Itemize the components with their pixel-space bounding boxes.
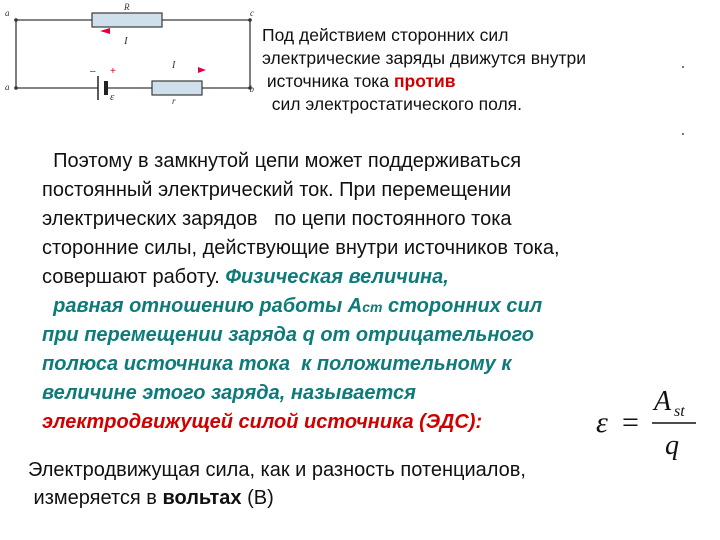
highlight-against: против bbox=[393, 71, 456, 91]
label-R: R bbox=[124, 2, 130, 12]
label-a-top: a bbox=[5, 8, 10, 18]
label-emf: ε bbox=[110, 91, 115, 103]
node-a-top bbox=[14, 18, 18, 22]
intro-text-block bbox=[262, 24, 682, 116]
paragraph-line-7: при перемещении заряда q от отрицательного bbox=[42, 324, 535, 346]
paragraph-line-6 bbox=[42, 292, 702, 321]
label-b: b bbox=[249, 84, 254, 94]
paragraph-line-5 bbox=[42, 263, 702, 292]
paragraph-line-5-plain: совершают работу. bbox=[42, 266, 226, 288]
node-a-bottom bbox=[14, 86, 18, 90]
paragraph-line-9: величине этого заряда, называется bbox=[42, 382, 416, 404]
intro-line-3 bbox=[262, 70, 682, 93]
work-subscript: ст bbox=[362, 299, 383, 315]
label-c: c bbox=[250, 8, 254, 18]
intro-line-4: сил электростатического поля. bbox=[262, 94, 523, 114]
intro-line-1: Под действием сторонних сил bbox=[262, 25, 509, 45]
decorative-dot bbox=[682, 133, 684, 135]
label-I-mid: I bbox=[124, 35, 128, 47]
intro-line-3-prefix: источника тока bbox=[262, 71, 394, 91]
resistor-r bbox=[152, 81, 202, 95]
units-line-2 bbox=[28, 484, 526, 512]
paragraph-line-6-text: равная отношению работы А bbox=[42, 295, 363, 317]
formula-numerator-subscript: st bbox=[674, 403, 685, 420]
label-a-bottom: a bbox=[5, 82, 10, 92]
paragraph-line-10: электродвижущей силой источника (ЭДС): bbox=[42, 411, 483, 433]
formula-denominator: q bbox=[665, 430, 679, 461]
definition-start: Физическая величина, bbox=[225, 266, 449, 288]
paragraph-line-1: Поэтому в замкнутой цепи может поддерживаться bbox=[42, 150, 522, 172]
units-volts: вольтах bbox=[162, 487, 242, 509]
formula-equals: = bbox=[622, 406, 639, 439]
emf-formula bbox=[590, 378, 700, 468]
paragraph-line-8: полюса источника тока к положительному к bbox=[42, 353, 512, 375]
units-line-2-suffix: (В) bbox=[241, 487, 274, 509]
label-I-lower: I bbox=[172, 60, 176, 71]
paragraph-line-4: сторонние силы, действующие внутри источников тока, bbox=[42, 237, 560, 259]
units-line-1: Электродвижущая сила, как и разность потенциалов, bbox=[28, 459, 526, 481]
label-minus: – bbox=[90, 66, 96, 77]
intro-line-2: электрические заряды движутся внутри bbox=[262, 48, 586, 68]
formula-numerator: A bbox=[654, 386, 672, 417]
units-text-block bbox=[28, 456, 526, 512]
formula-epsilon: ε bbox=[596, 406, 608, 439]
resistor-R bbox=[92, 13, 162, 27]
paragraph-line-3: электрических зарядов по цепи постоянного тока bbox=[42, 208, 512, 230]
label-r: r bbox=[172, 96, 176, 106]
paragraph-line-6-rest: сторонних сил bbox=[382, 295, 543, 317]
label-plus: + bbox=[110, 66, 116, 77]
units-line-2-prefix: измеряется в bbox=[28, 487, 163, 509]
decorative-dot bbox=[682, 66, 684, 68]
circuit-diagram bbox=[2, 0, 256, 130]
paragraph-line-2: постоянный электрический ток. При перемещении bbox=[42, 179, 512, 201]
node-c bbox=[248, 18, 252, 22]
